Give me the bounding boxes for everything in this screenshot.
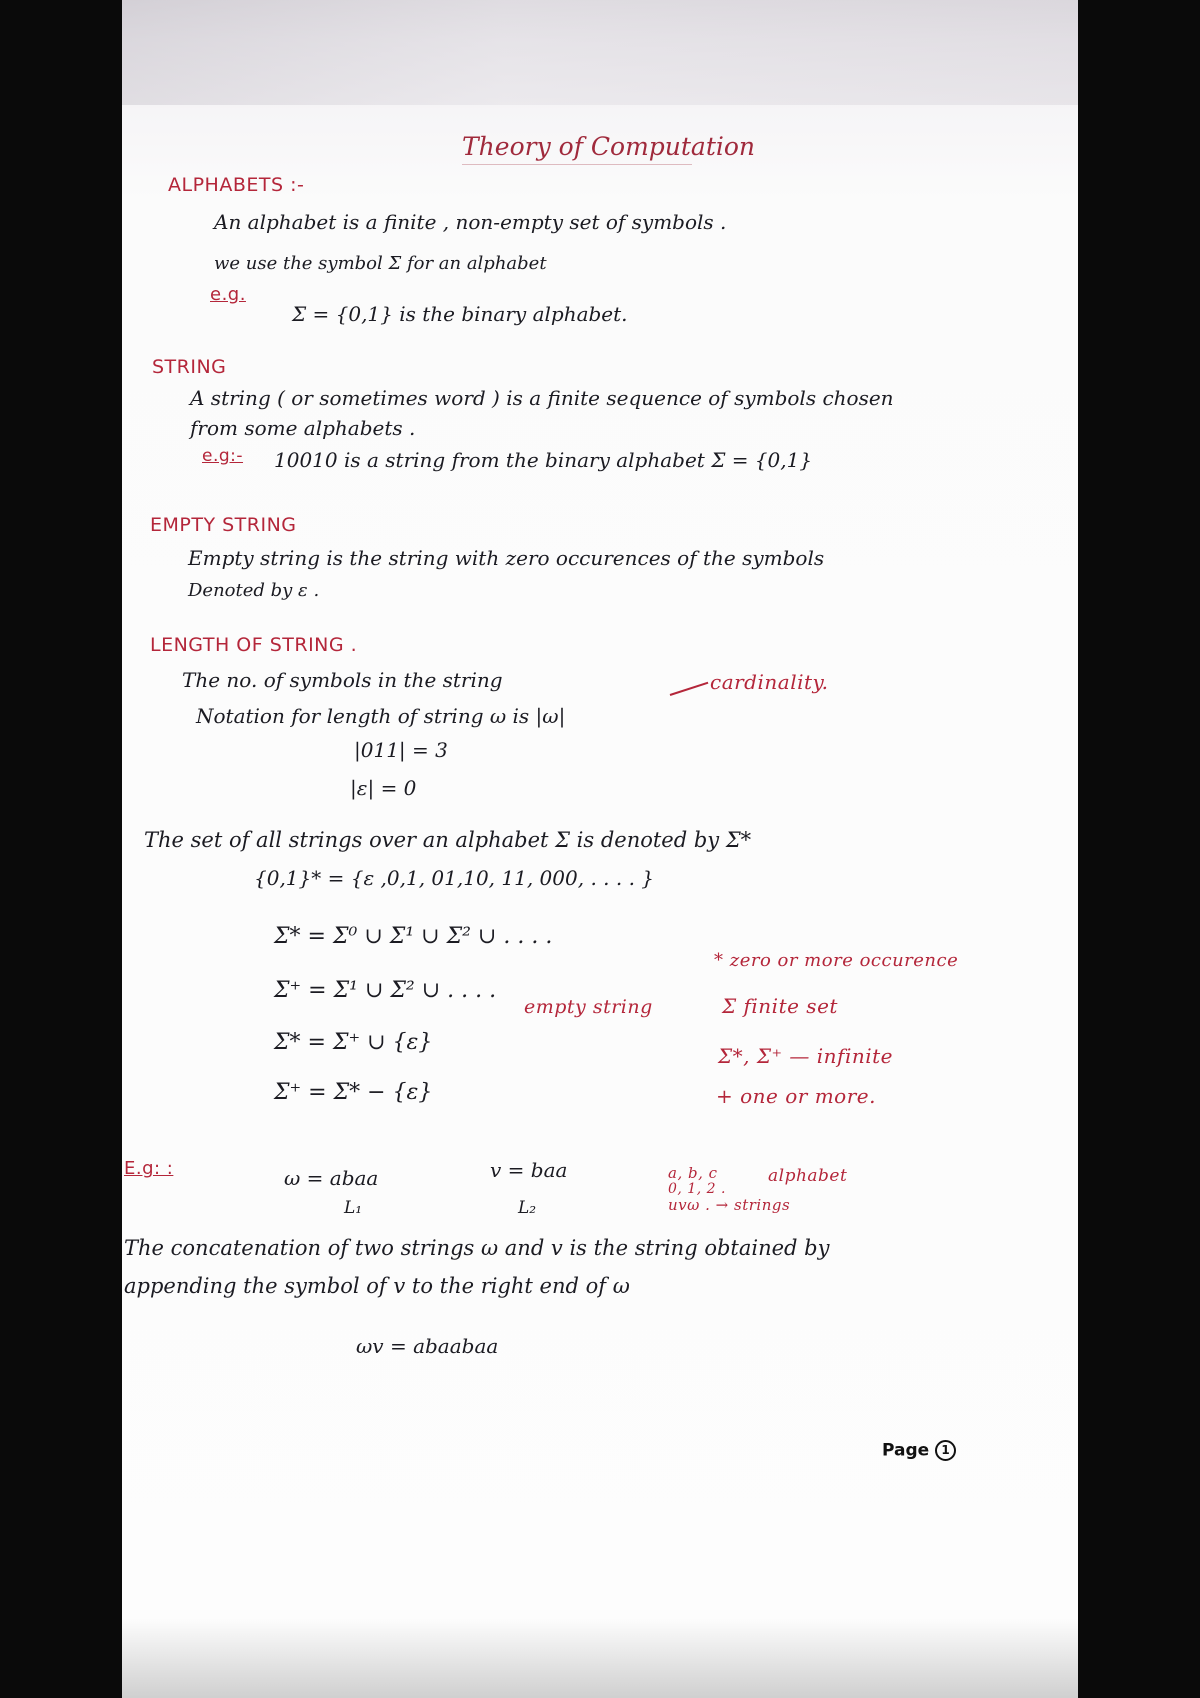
heading-string: STRING bbox=[152, 356, 227, 378]
kleene-line-2: {0,1}* = {ε ,0,1, 01,10, 11, 000, . . . . } bbox=[254, 866, 655, 890]
length-example-2: |ε| = 0 bbox=[350, 776, 417, 800]
kleene-side-2: Σ finite set bbox=[722, 994, 838, 1018]
kleene-eq-3: Σ* = Σ⁺ ∪ {ε} bbox=[274, 1030, 433, 1055]
concat-line-2: appending the symbol of v to the right end of ω bbox=[124, 1274, 630, 1298]
concat-l1: L₁ bbox=[344, 1198, 363, 1218]
string-line-1: A string ( or sometimes word ) is a finite sequence of symbols chosen bbox=[190, 386, 894, 410]
kleene-side-1: * zero or more occurence bbox=[714, 950, 959, 971]
empty-string-line-2: Denoted by ε . bbox=[188, 580, 320, 601]
page-number bbox=[882, 1440, 956, 1461]
length-example-1: |011| = 3 bbox=[354, 738, 448, 762]
length-annotation: cardinality. bbox=[710, 670, 829, 694]
cardinality-arrow bbox=[670, 682, 709, 696]
concat-note-3: uvω . → strings bbox=[668, 1196, 791, 1214]
concat-note-2: 0, 1, 2 . bbox=[668, 1181, 726, 1197]
empty-string-line-1: Empty string is the string with zero occurences of the symbols bbox=[188, 546, 825, 570]
bottom-shadow bbox=[122, 1618, 1078, 1698]
kleene-eq-1: Σ* = Σ⁰ ∪ Σ¹ ∪ Σ² ∪ . . . . bbox=[274, 924, 553, 949]
page-label: Page bbox=[882, 1440, 930, 1461]
kleene-side-3: Σ*, Σ⁺ — infinite bbox=[718, 1044, 893, 1068]
concat-result: ωv = abaabaa bbox=[356, 1334, 499, 1358]
concat-line-1: The concatenation of two strings ω and v is the string obtained by bbox=[124, 1236, 830, 1260]
string-eg-label: e.g:- bbox=[202, 446, 244, 466]
page-title: Theory of Computation bbox=[462, 132, 756, 161]
kleene-eq-4: Σ⁺ = Σ* − {ε} bbox=[274, 1080, 433, 1105]
concat-eg-label: E.g: : bbox=[124, 1158, 174, 1179]
alphabets-eg-label: e.g. bbox=[210, 284, 246, 305]
kleene-eq-2: Σ⁺ = Σ¹ ∪ Σ² ∪ . . . . bbox=[274, 978, 497, 1003]
heading-alphabets: ALPHABETS :- bbox=[168, 174, 305, 196]
concat-v: v = baa bbox=[490, 1158, 568, 1182]
alphabets-line-2: we use the symbol Σ for an alphabet bbox=[214, 253, 547, 274]
alphabets-example: Σ = {0,1} is the binary alphabet. bbox=[292, 302, 628, 326]
notebook-page bbox=[122, 0, 1078, 1698]
heading-empty-string: EMPTY STRING bbox=[150, 514, 297, 536]
page-fold-shadow bbox=[122, 0, 1078, 105]
string-example: 10010 is a string from the binary alphabet Σ = {0,1} bbox=[274, 448, 813, 472]
page-number-circle: 1 bbox=[935, 1440, 956, 1461]
kleene-line-1: The set of all strings over an alphabet Σ is denoted by Σ* bbox=[144, 828, 752, 852]
alphabets-line-1: An alphabet is a finite , non-empty set of symbols . bbox=[214, 210, 727, 234]
kleene-side-4: + one or more. bbox=[716, 1084, 876, 1108]
concat-note-1b: alphabet bbox=[768, 1166, 848, 1186]
concat-w: ω = abaa bbox=[284, 1166, 379, 1190]
concat-l2: L₂ bbox=[518, 1198, 537, 1218]
length-line-2: Notation for length of string ω is |ω| bbox=[196, 704, 566, 728]
title-rule bbox=[462, 164, 692, 165]
string-line-2: from some alphabets . bbox=[190, 416, 416, 440]
concat-note-1: a, b, c bbox=[668, 1164, 718, 1182]
length-line-1: The no. of symbols in the string bbox=[182, 668, 503, 692]
kleene-eq-3-note: empty string bbox=[524, 996, 653, 1018]
heading-length-of-string: LENGTH OF STRING . bbox=[150, 634, 358, 656]
